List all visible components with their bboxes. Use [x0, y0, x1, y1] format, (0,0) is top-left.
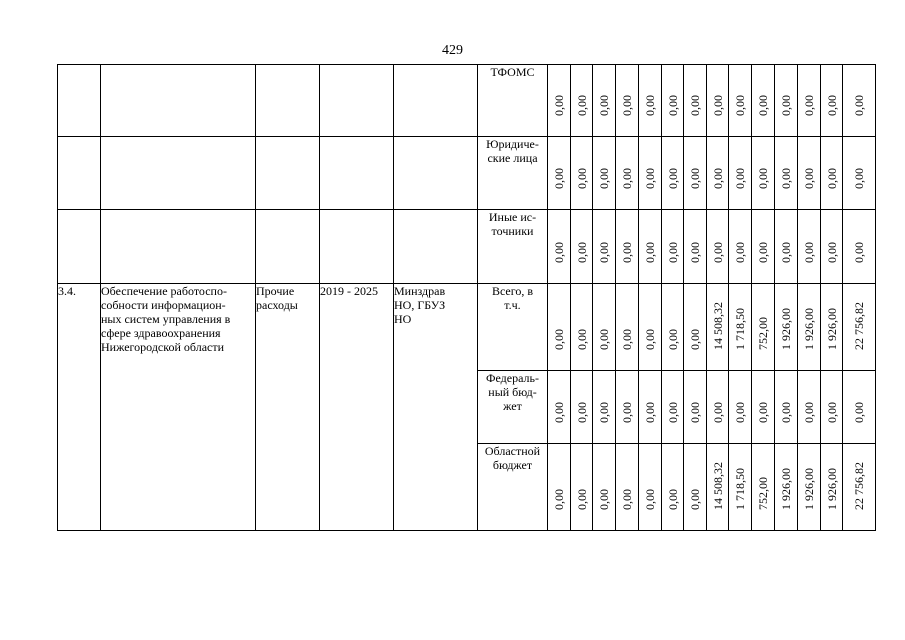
value-text: 22 756,82 [852, 302, 866, 350]
value-cell [662, 284, 684, 371]
value-cell [548, 371, 571, 444]
value-cell [662, 65, 684, 137]
value-text: 0,00 [779, 242, 793, 263]
value-text: 0,00 [620, 168, 634, 189]
item-number: 3.4. [58, 284, 101, 531]
value-cell [798, 284, 821, 371]
value-cell [775, 137, 798, 210]
value-cell [729, 65, 752, 137]
number-cell [58, 137, 101, 210]
value-text: 0,00 [710, 168, 725, 189]
item-period: 2019 - 2025 [320, 284, 394, 531]
funding-source-cell: Иные ис- точники [478, 210, 548, 284]
executor-cell [394, 137, 478, 210]
value-cell [775, 444, 798, 531]
period-cell [320, 210, 394, 284]
value-cell [616, 210, 639, 284]
value-cell [616, 137, 639, 210]
value-cell [821, 444, 843, 531]
value-cell [684, 444, 707, 531]
value-cell [729, 444, 752, 531]
value-text: 0,00 [688, 489, 702, 510]
value-text: 0,00 [710, 402, 725, 423]
value-cell [548, 65, 571, 137]
value-cell [707, 65, 729, 137]
value-cell [616, 371, 639, 444]
value-cell [821, 137, 843, 210]
value-text: 0,00 [574, 402, 589, 423]
value-cell [707, 284, 729, 371]
value-text: 0,00 [733, 95, 747, 116]
executor-cell [394, 210, 478, 284]
funding-source-cell: Всего, в т.ч. [478, 284, 548, 371]
value-cell [662, 371, 684, 444]
period-cell [320, 65, 394, 137]
value-text: 0,00 [597, 95, 611, 116]
value-cell [548, 284, 571, 371]
value-cell [752, 137, 775, 210]
value-text: 0,00 [552, 329, 566, 350]
value-cell [821, 65, 843, 137]
category-cell [256, 65, 320, 137]
value-text: 0,00 [710, 242, 725, 263]
item-category: Прочие расходы [256, 284, 320, 531]
value-text: 0,00 [824, 402, 839, 423]
value-text: 0,00 [643, 168, 657, 189]
value-text: 22 756,82 [852, 462, 866, 510]
value-cell [571, 284, 593, 371]
value-cell [639, 444, 662, 531]
value-cell [548, 444, 571, 531]
value-text: 1 926,00 [802, 308, 816, 350]
item-name: Обеспечение работоспо- собности информацион- ных систем управления в сфере здравоохранения Нижегородской области [101, 284, 256, 531]
value-text: 0,00 [852, 242, 866, 263]
value-text: 0,00 [620, 329, 634, 350]
value-text: 1 926,00 [779, 308, 793, 350]
value-text: 0,00 [852, 402, 866, 423]
value-text: 752,00 [756, 317, 770, 350]
name-cell [101, 65, 256, 137]
value-text: 0,00 [665, 168, 680, 189]
value-text: 0,00 [802, 242, 816, 263]
value-text: 0,00 [552, 489, 566, 510]
value-text: 0,00 [665, 489, 680, 510]
value-text: 0,00 [756, 242, 770, 263]
value-cell [662, 137, 684, 210]
executor-cell [394, 65, 478, 137]
budget-table [57, 64, 876, 531]
value-text: 0,00 [552, 402, 566, 423]
value-text: 0,00 [802, 168, 816, 189]
value-cell [593, 210, 616, 284]
value-text: 0,00 [852, 168, 866, 189]
value-text: 0,00 [552, 95, 566, 116]
value-cell [843, 210, 876, 284]
value-cell [729, 210, 752, 284]
value-cell [843, 371, 876, 444]
value-cell [775, 284, 798, 371]
value-cell [593, 444, 616, 531]
value-text: 0,00 [733, 402, 747, 423]
value-cell [593, 284, 616, 371]
value-text: 0,00 [597, 168, 611, 189]
category-cell [256, 210, 320, 284]
value-cell [707, 210, 729, 284]
value-text: 0,00 [665, 242, 680, 263]
value-cell [639, 371, 662, 444]
value-cell [843, 65, 876, 137]
value-cell [752, 210, 775, 284]
value-cell [821, 371, 843, 444]
value-text: 0,00 [643, 402, 657, 423]
value-text: 0,00 [688, 95, 702, 116]
value-cell [571, 137, 593, 210]
category-cell [256, 137, 320, 210]
value-text: 0,00 [597, 489, 611, 510]
value-cell [843, 284, 876, 371]
value-cell [639, 284, 662, 371]
funding-source-cell: Областной бюджет [478, 444, 548, 531]
value-cell [684, 284, 707, 371]
value-text: 0,00 [824, 168, 839, 189]
value-cell [821, 284, 843, 371]
value-text: 0,00 [733, 168, 747, 189]
value-cell [616, 444, 639, 531]
value-text: 0,00 [802, 402, 816, 423]
number-cell [58, 65, 101, 137]
value-text: 0,00 [574, 95, 589, 116]
value-text: 0,00 [620, 489, 634, 510]
value-cell [639, 137, 662, 210]
value-cell [798, 210, 821, 284]
value-text: 0,00 [779, 168, 793, 189]
value-cell [775, 371, 798, 444]
value-cell [616, 284, 639, 371]
page-number: 429 [442, 43, 463, 58]
value-cell [707, 137, 729, 210]
value-text: 0,00 [756, 95, 770, 116]
value-cell [662, 444, 684, 531]
value-text: 0,00 [710, 95, 725, 116]
value-cell [548, 210, 571, 284]
table-row [58, 65, 876, 137]
value-text: 0,00 [665, 95, 680, 116]
table-row [58, 137, 876, 210]
value-text: 0,00 [597, 329, 611, 350]
value-text: 0,00 [756, 168, 770, 189]
value-text: 0,00 [620, 95, 634, 116]
value-cell [775, 65, 798, 137]
value-text: 0,00 [824, 242, 839, 263]
value-text: 0,00 [733, 242, 747, 263]
value-text: 14 508,32 [710, 462, 725, 510]
value-text: 0,00 [643, 242, 657, 263]
value-cell [707, 371, 729, 444]
name-cell [101, 210, 256, 284]
value-text: 0,00 [643, 95, 657, 116]
value-cell [662, 210, 684, 284]
value-cell [571, 65, 593, 137]
value-cell [548, 137, 571, 210]
value-cell [729, 137, 752, 210]
value-cell [729, 371, 752, 444]
value-text: 0,00 [852, 95, 866, 116]
value-cell [752, 284, 775, 371]
value-text: 0,00 [688, 242, 702, 263]
funding-source-cell: Юридиче- ские лица [478, 137, 548, 210]
number-cell [58, 210, 101, 284]
value-cell [729, 284, 752, 371]
value-cell [798, 444, 821, 531]
value-cell [571, 444, 593, 531]
value-cell [684, 371, 707, 444]
value-cell [843, 137, 876, 210]
value-cell [798, 137, 821, 210]
value-cell [843, 444, 876, 531]
value-text: 1 926,00 [779, 468, 793, 510]
value-text: 0,00 [574, 489, 589, 510]
value-text: 0,00 [574, 242, 589, 263]
value-text: 0,00 [643, 489, 657, 510]
value-text: 0,00 [597, 242, 611, 263]
value-cell [798, 371, 821, 444]
value-cell [684, 137, 707, 210]
value-text: 14 508,32 [710, 302, 725, 350]
value-text: 0,00 [688, 329, 702, 350]
value-text: 0,00 [574, 168, 589, 189]
table-row [58, 210, 876, 284]
value-cell [752, 65, 775, 137]
value-text: 0,00 [597, 402, 611, 423]
name-cell [101, 137, 256, 210]
value-text: 0,00 [756, 402, 770, 423]
table-row [58, 284, 876, 371]
value-text: 1 718,50 [733, 308, 747, 350]
value-text: 752,00 [756, 477, 770, 510]
value-text: 0,00 [665, 329, 680, 350]
value-text: 0,00 [779, 402, 793, 423]
value-cell [684, 210, 707, 284]
value-text: 1 926,00 [802, 468, 816, 510]
value-cell [571, 371, 593, 444]
value-cell [593, 371, 616, 444]
value-text: 0,00 [688, 168, 702, 189]
value-cell [571, 210, 593, 284]
value-text: 1 718,50 [733, 468, 747, 510]
value-text: 0,00 [620, 402, 634, 423]
value-text: 0,00 [802, 95, 816, 116]
value-text: 0,00 [779, 95, 793, 116]
value-cell [707, 444, 729, 531]
value-cell [639, 210, 662, 284]
period-cell [320, 137, 394, 210]
value-cell [775, 210, 798, 284]
value-cell [821, 210, 843, 284]
value-cell [639, 65, 662, 137]
value-text: 1 926,00 [824, 468, 839, 510]
value-cell [593, 137, 616, 210]
item-executor: Минздрав НО, ГБУЗ НО [394, 284, 478, 531]
value-text: 0,00 [824, 95, 839, 116]
value-text: 1 926,00 [824, 308, 839, 350]
value-cell [752, 371, 775, 444]
funding-source-cell: ТФОМС [478, 65, 548, 137]
funding-source-cell: Федераль- ный бюд- жет [478, 371, 548, 444]
value-text: 0,00 [665, 402, 680, 423]
value-cell [684, 65, 707, 137]
value-cell [798, 65, 821, 137]
value-text: 0,00 [620, 242, 634, 263]
value-cell [616, 65, 639, 137]
value-cell [593, 65, 616, 137]
value-text: 0,00 [643, 329, 657, 350]
value-text: 0,00 [574, 329, 589, 350]
value-text: 0,00 [552, 242, 566, 263]
value-text: 0,00 [552, 168, 566, 189]
value-text: 0,00 [688, 402, 702, 423]
value-cell [752, 444, 775, 531]
